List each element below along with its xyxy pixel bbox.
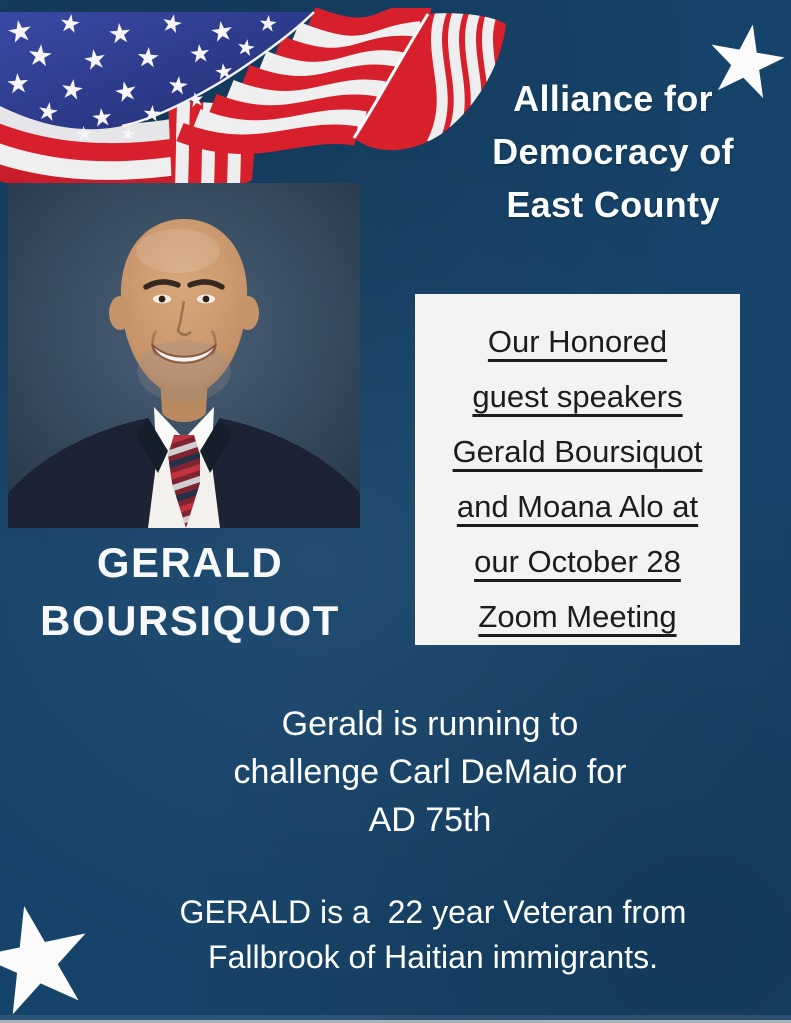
announcement-line: Gerald Boursiquot	[452, 434, 703, 469]
campaign-line: challenge Carl DeMaio for	[233, 753, 627, 791]
candidate-first-name: GERALD	[96, 539, 284, 586]
announcement-line: and Moana Alo at	[456, 489, 699, 524]
bio-line: GERALD is a 22 year Veteran from	[179, 894, 687, 930]
campaign-statement	[130, 700, 730, 844]
candidate-photo	[8, 183, 360, 528]
announcement-line: Zoom Meeting	[478, 599, 677, 634]
candidate-photo-image	[8, 183, 360, 528]
star-icon	[0, 899, 99, 1023]
announcement-line: guest speakers	[472, 379, 683, 414]
org-title-line: Democracy of	[492, 131, 734, 172]
org-title	[450, 72, 776, 231]
candidate-name	[10, 534, 370, 650]
bio-line: Fallbrook of Haitian immigrants.	[208, 939, 658, 975]
campaign-line: Gerald is running to	[281, 705, 579, 743]
campaign-line: AD 75th	[368, 801, 492, 839]
announcement-line: Our Honored	[487, 324, 668, 359]
bio-statement	[93, 890, 773, 980]
announcement-line: our October 28	[474, 544, 681, 579]
announcement-card	[415, 294, 740, 645]
org-title-line: Alliance for	[513, 78, 713, 119]
org-title-line: East County	[506, 184, 720, 225]
candidate-last-name: BOURSIQUOT	[40, 597, 340, 644]
